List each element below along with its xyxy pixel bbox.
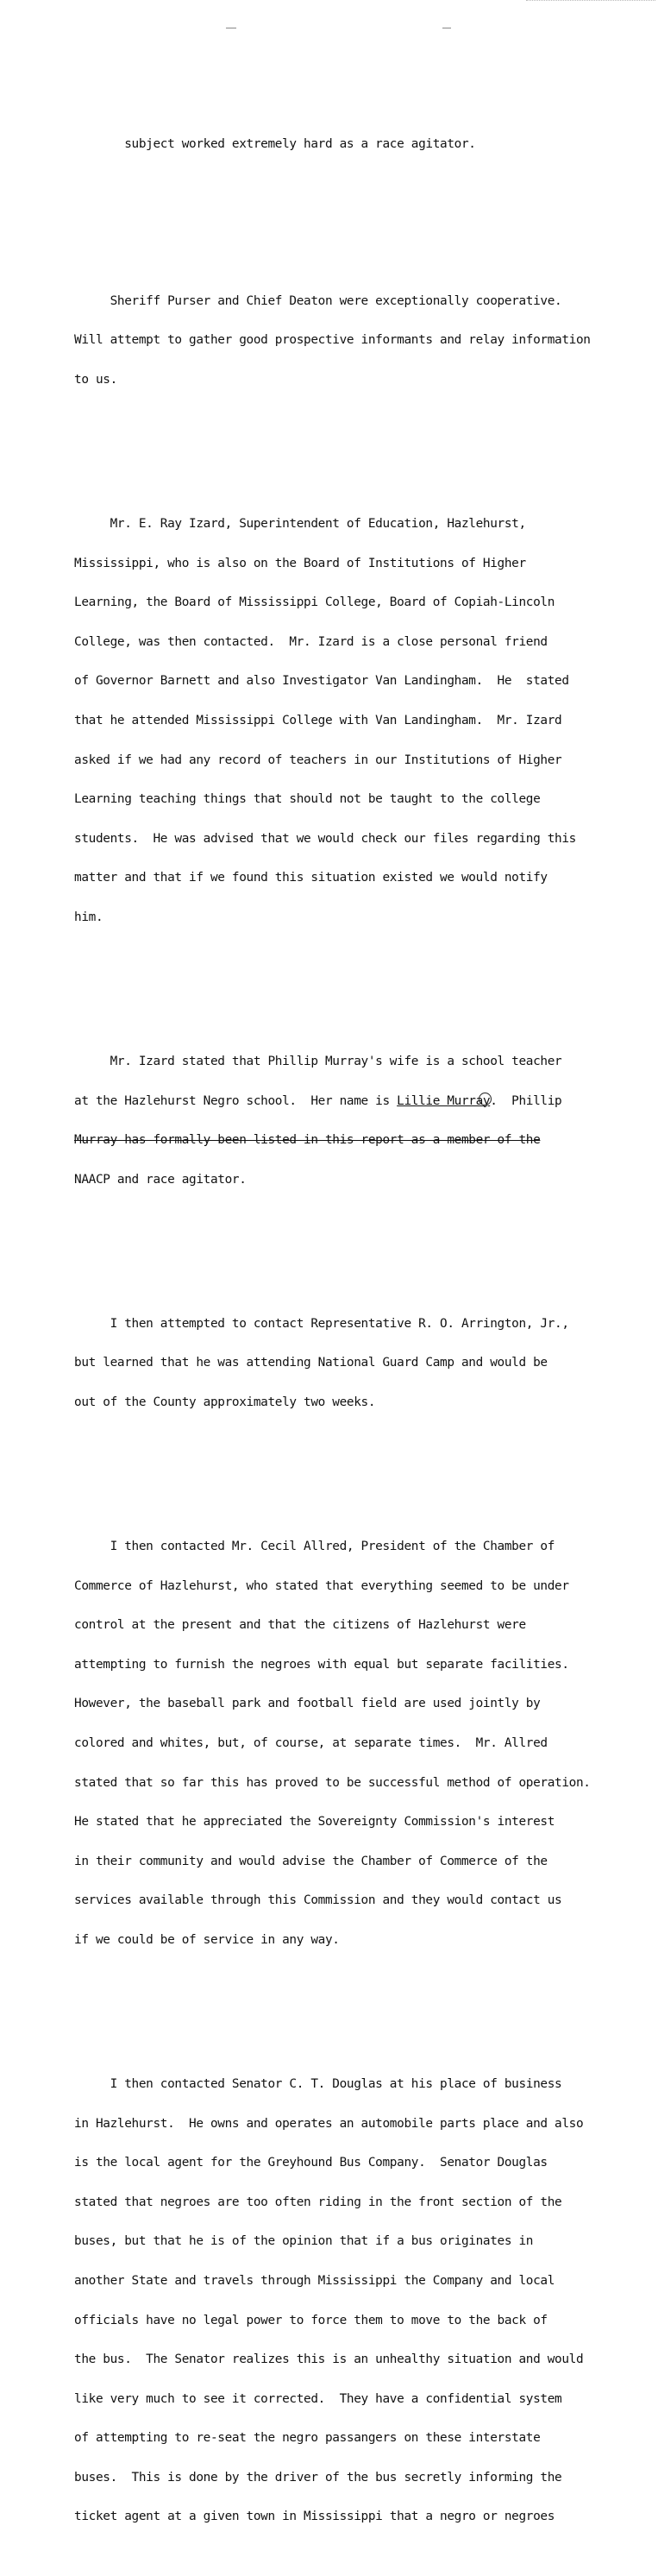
text-line xyxy=(74,1095,654,1108)
text-line: Learning teaching things that should not be taught to the college xyxy=(74,792,541,807)
text-fragment: . Phillip xyxy=(490,1093,562,1108)
text-line: College, was then contacted. Mr. Izard is a close personal friend xyxy=(74,634,548,649)
text-line: in their community and would advise the Chamber of Commerce of the xyxy=(74,1854,548,1868)
text-line: like very much to see it corrected. They have a confidential system xyxy=(74,2391,562,2406)
paragraph-2 xyxy=(74,268,654,413)
text-line: However, the baseball park and football field are used jointly by xyxy=(74,1697,541,1711)
text-line: ticket agent at a given town in Mississippi that a negro or negroes xyxy=(74,2510,555,2524)
text-fragment: at the Hazlehurst Negro school. Her name is xyxy=(74,1093,398,1108)
document-body xyxy=(74,85,654,2576)
text-line: of attempting to re-seat the negro passangers on these interstate xyxy=(74,2431,541,2446)
text-line: in Hazlehurst. He owns and operates an automobile parts place and also xyxy=(74,2116,584,2131)
page-edge-dots xyxy=(526,0,655,1)
person-name: Lillie Murray xyxy=(397,1093,491,1108)
text-line: him. xyxy=(74,910,103,924)
text-line: another State and travels through Mississippi the Company and local xyxy=(74,2273,555,2288)
text-line: that he attended Mississippi College with Van Landingham. Mr. Izard xyxy=(74,714,562,727)
handwritten-circle-mark xyxy=(479,1093,492,1105)
text-line: Learning, the Board of Mississippi College, Board of Copiah-Lincoln xyxy=(74,595,555,610)
paragraph-1 xyxy=(74,111,654,177)
text-line: buses. This is done by the driver of the bus secretly informing the xyxy=(74,2470,562,2485)
paragraph-5 xyxy=(74,1291,654,1435)
paragraph-4 xyxy=(74,1030,654,1213)
text-line: students. He was advised that we would check our files regarding this xyxy=(74,831,576,846)
text-line: asked if we had any record of teachers in our Institutions of Higher xyxy=(74,753,562,767)
paragraph-6 xyxy=(74,1515,654,1974)
text-line: He stated that he appreciated the Sovereignty Commission's interest xyxy=(74,1815,555,1830)
text-line: Will attempt to gather good prospective informants and relay information xyxy=(74,333,591,348)
text-line: Mr. Izard stated that Phillip Murray's wife is a school teacher xyxy=(74,1054,562,1068)
header-marks xyxy=(0,24,658,35)
text-line: colored and whites, but, of course, at separate times. Mr. Allred xyxy=(74,1735,548,1750)
text-line: of Governor Barnett and also Investigator Van Landingham. He stated xyxy=(74,674,569,689)
text-line: officials have no legal power to force them to move to the back of xyxy=(74,2313,548,2327)
text-line: I then contacted Mr. Cecil Allred, President of the Chamber of xyxy=(74,1539,555,1553)
text-line: to us. xyxy=(74,373,117,387)
text-line: Sheriff Purser and Chief Deaton were exceptionally cooperative. xyxy=(74,293,562,308)
text-line: out of the County approximately two weeks. xyxy=(74,1395,376,1409)
text-line: but learned that he was attending National Guard Camp and would be xyxy=(74,1356,548,1370)
text-line: Commerce of Hazlehurst, who stated that everything seemed to be under xyxy=(74,1578,569,1593)
text-line: Mr. E. Ray Izard, Superintendent of Education, Hazlehurst, xyxy=(74,517,526,532)
text-line: I then contacted Senator C. T. Douglas at his place of business xyxy=(74,2076,562,2091)
text-line: NAACP and race agitator. xyxy=(74,1172,247,1187)
text-line: control at the present and that the citizens of Hazlehurst were xyxy=(74,1618,526,1633)
text-line: subject worked extremely hard as a race agitator. xyxy=(74,136,476,151)
text-line: matter and that if we found this situation existed we would notify xyxy=(74,871,548,885)
text-line: stated that so far this has proved to be successful method of operation. xyxy=(74,1775,591,1790)
text-line: I then attempted to contact Representative R. O. Arrington, Jr., xyxy=(74,1316,569,1331)
text-line: attempting to furnish the negroes with equal but separate facilities. xyxy=(74,1657,569,1672)
text-line: buses, but that he is of the opinion that if a bus originates in xyxy=(74,2234,534,2249)
paragraph-7 xyxy=(74,2052,654,2551)
text-line: is the local agent for the Greyhound Bus Company. Senator Douglas xyxy=(74,2156,548,2170)
underlined-name xyxy=(397,1095,490,1108)
text-line: if we could be of service in any way. xyxy=(74,1932,340,1947)
text-line: Mississippi, who is also on the Board of Institutions of Higher xyxy=(74,556,526,570)
text-line: the bus. The Senator realizes this is an unhealthy situation and would xyxy=(74,2352,584,2367)
struck-text-line: Murray has formally been listed in this report as a member of the xyxy=(74,1133,541,1148)
text-line: stated that negroes are too often riding in the front section of the xyxy=(74,2195,562,2209)
paragraph-3 xyxy=(74,492,654,951)
text-line: services available through this Commission and they would contact us xyxy=(74,1893,562,1908)
